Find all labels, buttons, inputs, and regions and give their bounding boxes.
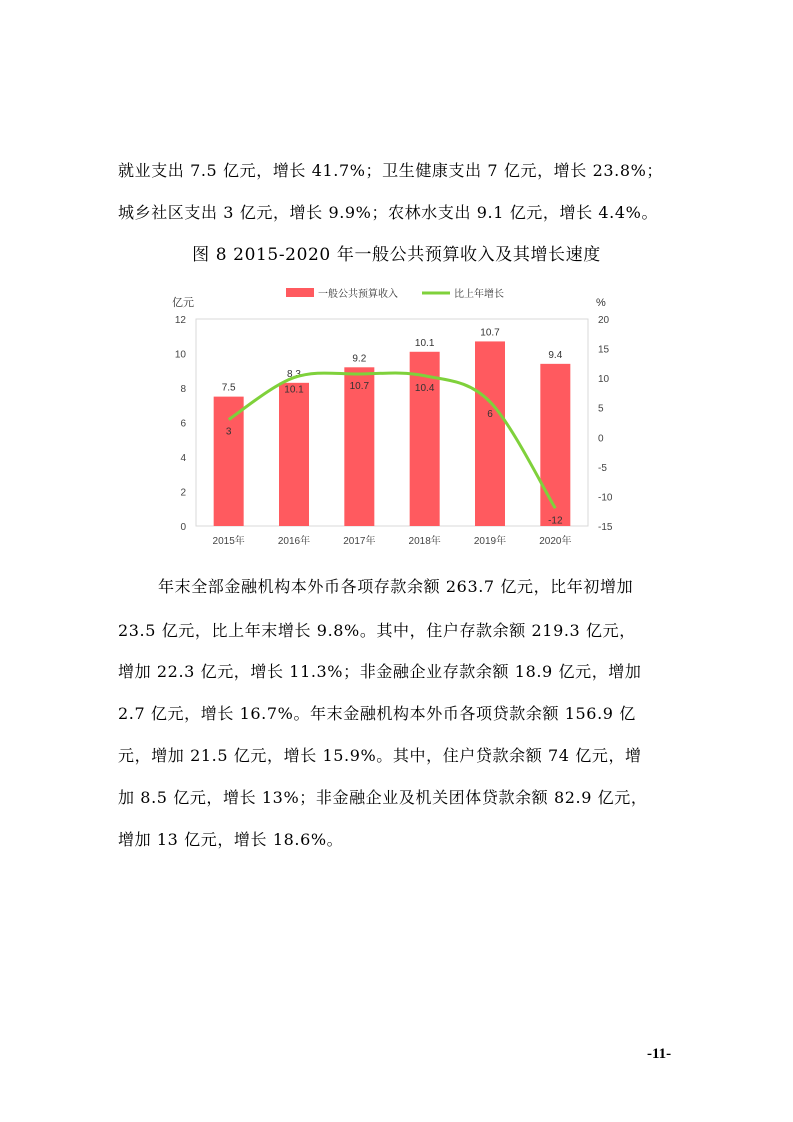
x-tick-label: 2016年 [277,536,311,547]
bar-data-label: 9.4 [548,349,563,361]
line-data-label: 10.1 [284,384,304,396]
bar [214,397,244,526]
text-line: 2.7 亿元，增长 16.7%。年末金融机构本外币各项贷款余额 156.9 亿 [118,704,636,723]
y-left-unit-label: 亿元 [172,297,194,309]
text-line: 加 8.5 亿元，增长 13%；非金融企业及机关团体贷款余额 82.9 亿元， [118,788,648,807]
y-right-tick-label: 20 [598,315,610,326]
y-right-tick-label: 10 [598,374,610,386]
y-right-unit-label: % [596,297,606,309]
line-data-label: 10.4 [414,382,435,394]
x-tick-label: 2017年 [343,536,376,547]
text-line: 年末全部金融机构本外币各项存款余额 263.7 亿元，比年初增加 [158,577,634,596]
y-left-tick-label: 12 [174,315,186,326]
bar-data-label: 10.7 [480,327,500,339]
plot-area [196,319,588,526]
y-right-tick-label: 5 [598,403,604,415]
text-line: 就业支出 7.5 亿元，增长 41.7%；卫生健康支出 7 亿元，增长 23.8%； [118,161,663,180]
text-line: 23.5 亿元，比上年末增长 9.8%。其中，住户存款余额 219.3 亿元， [118,621,636,640]
y-left-tick-label: 4 [180,453,186,464]
bar [540,364,570,526]
text-line: 增加 22.3 亿元，增长 11.3%；非金融企业存款余额 18.9 亿元，增加 [118,662,642,681]
bar [475,341,505,526]
y-right-tick-label: 15 [598,344,610,356]
text-line: 增加 13 亿元，增长 18.6%。 [118,830,344,849]
legend-label-bar: 一般公共预算收入 [318,289,398,300]
figure-title: 图 8 2015-2020 年一般公共预算收入及其增长速度 [192,245,601,265]
bar-data-label: 7.5 [221,382,236,394]
line-data-label: 10.7 [349,381,370,393]
y-left-tick-label: 6 [180,418,186,430]
bar-data-label: 8.3 [287,368,301,380]
y-right-tick-label: -10 [598,492,613,504]
legend-swatch-bar [286,288,314,297]
x-tick-label: 2018年 [408,536,441,547]
y-left-tick-label: 10 [174,349,186,361]
x-tick-label: 2015年 [212,536,245,547]
bar [279,383,309,526]
line-data-label: 6 [487,408,493,420]
y-right-tick-label: -5 [598,462,607,474]
y-left-tick-label: 0 [180,522,186,533]
text-line: 元，增加 21.5 亿元，增长 15.9%。其中，住户贷款余额 74 亿元，增 [118,746,642,765]
y-left-tick-label: 8 [180,384,186,395]
growth-line [229,373,556,508]
page-number: -11- [647,1046,672,1062]
bar-data-label: 10.1 [414,337,435,349]
line-data-label: -12 [548,515,563,527]
y-left-tick-label: 2 [180,487,186,499]
y-right-tick-label: 0 [598,433,604,445]
x-tick-label: 2019年 [473,536,507,547]
text-line: 城乡社区支出 3 亿元，增长 9.9%；农林水支出 9.1 亿元，增长 4.4%。 [118,203,659,222]
line-data-label: 3 [225,426,232,438]
y-right-tick-label: -15 [598,522,613,533]
bar-data-label: 9.2 [352,353,367,365]
x-tick-label: 2020年 [539,536,572,547]
legend-label-line: 比上年增长 [454,289,504,300]
bar-line-chart [160,282,640,552]
